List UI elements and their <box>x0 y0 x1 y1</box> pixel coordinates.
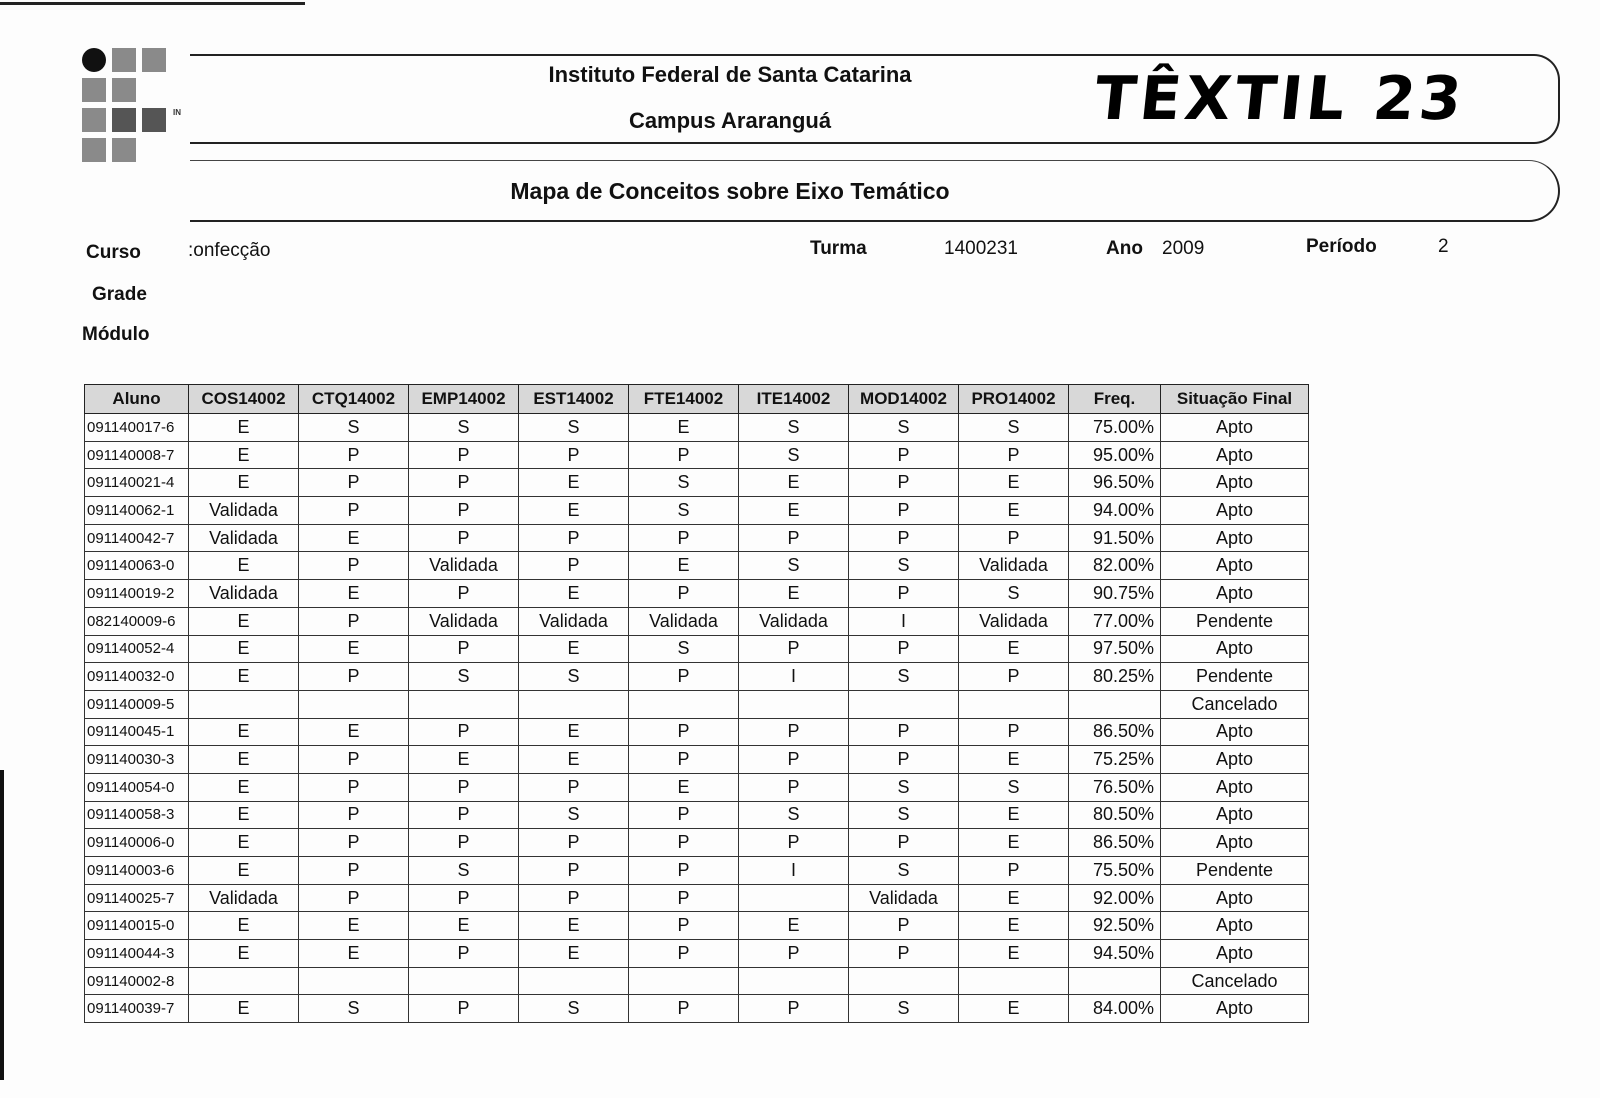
grade-cell: P <box>409 441 519 469</box>
grade-cell: P <box>959 857 1069 885</box>
grade-cell: P <box>629 884 739 912</box>
grade-cell: S <box>299 995 409 1023</box>
table-body <box>85 414 1309 1023</box>
grade-cell <box>739 884 849 912</box>
handwritten-note: TÊXTIL 23 <box>1091 64 1469 134</box>
grade-cell: P <box>739 940 849 968</box>
grade-cell: E <box>519 940 629 968</box>
situacao-cell: Apto <box>1161 441 1309 469</box>
table-row <box>85 995 1309 1023</box>
grade-cell: P <box>409 884 519 912</box>
situacao-cell: Apto <box>1161 884 1309 912</box>
grade-cell: E <box>189 414 299 442</box>
grade-cell: P <box>519 884 629 912</box>
grade-cell: S <box>739 552 849 580</box>
freq-cell: 80.50% <box>1069 801 1161 829</box>
aluno-cell: 091140025-7 <box>85 884 189 912</box>
aluno-cell: 091140002-8 <box>85 967 189 995</box>
aluno-cell: 091140009-5 <box>85 690 189 718</box>
table-row <box>85 607 1309 635</box>
freq-cell: 82.00% <box>1069 552 1161 580</box>
modulo-label: Módulo <box>82 324 150 345</box>
grade-cell: P <box>739 746 849 774</box>
grade-cell: P <box>629 857 739 885</box>
grade-cell: Validada <box>189 524 299 552</box>
grade-cell: S <box>519 414 629 442</box>
grade-cell: E <box>299 580 409 608</box>
grade-cell: P <box>299 857 409 885</box>
column-header: Aluno <box>85 385 189 414</box>
grade-cell: E <box>189 801 299 829</box>
aluno-cell: 091140063-0 <box>85 552 189 580</box>
table-row <box>85 857 1309 885</box>
grade-cell: E <box>409 746 519 774</box>
grade-cell: S <box>739 441 849 469</box>
grade-cell: E <box>629 773 739 801</box>
table-row <box>85 773 1309 801</box>
situacao-cell: Apto <box>1161 801 1309 829</box>
grade-cell: S <box>629 497 739 525</box>
grade-cell: S <box>409 857 519 885</box>
grade-cell: E <box>519 580 629 608</box>
grade-cell: S <box>629 469 739 497</box>
grade-cell: S <box>409 414 519 442</box>
grade-cell: E <box>189 912 299 940</box>
aluno-cell: 091140054-0 <box>85 773 189 801</box>
grade-cell: P <box>849 441 959 469</box>
grade-cell: Validada <box>409 607 519 635</box>
grade-cell <box>409 967 519 995</box>
grade-cell: P <box>299 801 409 829</box>
grade-cell: P <box>849 718 959 746</box>
grade-cell <box>739 690 849 718</box>
grade-cell: P <box>519 857 629 885</box>
grade-cell: E <box>519 635 629 663</box>
situacao-cell: Apto <box>1161 718 1309 746</box>
grade-cell: Validada <box>739 607 849 635</box>
grade-cell: E <box>189 995 299 1023</box>
freq-cell: 77.00% <box>1069 607 1161 635</box>
grade-cell: E <box>519 469 629 497</box>
grade-cell: E <box>299 912 409 940</box>
grade-cell: P <box>519 552 629 580</box>
grade-cell: E <box>519 718 629 746</box>
ano-label: Ano <box>1106 238 1143 259</box>
grade-cell: E <box>959 995 1069 1023</box>
grade-cell: S <box>409 663 519 691</box>
grade-cell: E <box>299 718 409 746</box>
grade-cell: P <box>299 829 409 857</box>
grade-cell <box>849 690 959 718</box>
grade-cell: E <box>189 635 299 663</box>
grade-cell: Validada <box>519 607 629 635</box>
grade-cell: S <box>519 995 629 1023</box>
grade-cell: E <box>959 746 1069 774</box>
grade-cell: E <box>189 940 299 968</box>
grade-cell <box>959 690 1069 718</box>
grade-cell: P <box>959 663 1069 691</box>
grade-cell <box>299 967 409 995</box>
situacao-cell: Apto <box>1161 829 1309 857</box>
grade-cell: P <box>409 580 519 608</box>
aluno-cell: 091140003-6 <box>85 857 189 885</box>
grade-cell: P <box>739 995 849 1023</box>
grade-cell: P <box>629 524 739 552</box>
aluno-cell: 091140032-0 <box>85 663 189 691</box>
table-row <box>85 552 1309 580</box>
grade-cell: P <box>849 635 959 663</box>
grade-cell <box>849 967 959 995</box>
grade-cell: E <box>189 663 299 691</box>
grade-cell: E <box>409 912 519 940</box>
situacao-cell: Apto <box>1161 773 1309 801</box>
grade-cell: P <box>299 497 409 525</box>
grade-cell: P <box>959 441 1069 469</box>
grade-cell: E <box>739 580 849 608</box>
table-row <box>85 912 1309 940</box>
curso-value: :onfecção <box>188 240 271 261</box>
grade-cell: P <box>849 829 959 857</box>
grade-cell: Validada <box>959 607 1069 635</box>
grade-cell: P <box>519 829 629 857</box>
situacao-cell: Pendente <box>1161 857 1309 885</box>
freq-cell: 94.50% <box>1069 940 1161 968</box>
grade-cell: P <box>519 524 629 552</box>
aluno-cell: 091140052-4 <box>85 635 189 663</box>
situacao-cell: Apto <box>1161 552 1309 580</box>
ano-value: 2009 <box>1162 238 1205 259</box>
grade-cell: P <box>299 773 409 801</box>
grade-cell: E <box>299 524 409 552</box>
grade-cell: P <box>629 940 739 968</box>
grade-cell: S <box>739 414 849 442</box>
aluno-cell: 091140008-7 <box>85 441 189 469</box>
grade-cell: E <box>629 414 739 442</box>
freq-cell: 91.50% <box>1069 524 1161 552</box>
column-header: ITE14002 <box>739 385 849 414</box>
aluno-cell: 091140039-7 <box>85 995 189 1023</box>
aluno-cell: 091140017-6 <box>85 414 189 442</box>
grade-cell: P <box>739 635 849 663</box>
grade-cell: P <box>299 746 409 774</box>
grade-cell: P <box>629 912 739 940</box>
aluno-cell: 091140030-3 <box>85 746 189 774</box>
table-row <box>85 884 1309 912</box>
grade-cell: P <box>629 801 739 829</box>
grade-cell: P <box>409 469 519 497</box>
grade-cell: S <box>629 635 739 663</box>
grade-cell <box>409 690 519 718</box>
column-header: EST14002 <box>519 385 629 414</box>
table-row <box>85 497 1309 525</box>
institution-name: Instituto Federal de Santa Catarina <box>548 62 912 87</box>
grade-cell: E <box>189 552 299 580</box>
table-row <box>85 746 1309 774</box>
grade-cell: Validada <box>189 580 299 608</box>
table-row <box>85 414 1309 442</box>
column-header: PRO14002 <box>959 385 1069 414</box>
freq-cell: 96.50% <box>1069 469 1161 497</box>
grade-cell: E <box>189 829 299 857</box>
table-row <box>85 524 1309 552</box>
freq-cell: 86.50% <box>1069 829 1161 857</box>
grade-cell: S <box>849 773 959 801</box>
table-row <box>85 441 1309 469</box>
table-row <box>85 940 1309 968</box>
situacao-cell: Apto <box>1161 414 1309 442</box>
institution-logo <box>80 46 181 170</box>
grade-cell: P <box>299 469 409 497</box>
scan-edge-mark <box>0 770 4 1080</box>
situacao-cell: Apto <box>1161 469 1309 497</box>
grade-cell: S <box>739 801 849 829</box>
aluno-cell: 082140009-6 <box>85 607 189 635</box>
grade-cell: E <box>189 857 299 885</box>
table-row <box>85 663 1309 691</box>
grade-cell: E <box>959 884 1069 912</box>
grade-cell: S <box>849 857 959 885</box>
situacao-cell: Pendente <box>1161 663 1309 691</box>
table-row <box>85 690 1309 718</box>
grade-cell: P <box>409 829 519 857</box>
logo-dot <box>82 48 106 72</box>
freq-cell: 75.50% <box>1069 857 1161 885</box>
grade-cell: P <box>409 635 519 663</box>
grade-cell: P <box>739 524 849 552</box>
freq-cell: 90.75% <box>1069 580 1161 608</box>
grade-cell: E <box>189 469 299 497</box>
grade-cell: P <box>849 524 959 552</box>
grade-cell: P <box>629 995 739 1023</box>
column-header: Situação Final <box>1161 385 1309 414</box>
freq-cell: 75.00% <box>1069 414 1161 442</box>
aluno-cell: 091140006-0 <box>85 829 189 857</box>
freq-cell <box>1069 967 1161 995</box>
situacao-cell: Cancelado <box>1161 967 1309 995</box>
grade-cell: S <box>519 801 629 829</box>
grade-cell: E <box>959 497 1069 525</box>
grade-cell <box>189 967 299 995</box>
column-header: EMP14002 <box>409 385 519 414</box>
aluno-cell: 091140044-3 <box>85 940 189 968</box>
column-header: Freq. <box>1069 385 1161 414</box>
grade-cell: I <box>849 607 959 635</box>
grade-cell: P <box>849 940 959 968</box>
page-title: Mapa de Conceitos sobre Eixo Temático <box>510 178 950 204</box>
grade-cell: P <box>959 718 1069 746</box>
grade-cell: S <box>299 414 409 442</box>
grade-cell: E <box>519 912 629 940</box>
table-row <box>85 718 1309 746</box>
grade-cell: E <box>739 497 849 525</box>
grade-cell <box>629 690 739 718</box>
situacao-cell: Cancelado <box>1161 690 1309 718</box>
grade-cell: P <box>739 718 849 746</box>
grade-cell: P <box>519 441 629 469</box>
grade-label: Grade <box>92 284 147 305</box>
grade-cell: E <box>959 912 1069 940</box>
grade-cell: E <box>739 912 849 940</box>
situacao-cell: Apto <box>1161 580 1309 608</box>
situacao-cell: Apto <box>1161 497 1309 525</box>
column-header: MOD14002 <box>849 385 959 414</box>
grade-cell: E <box>959 801 1069 829</box>
grade-cell: I <box>739 663 849 691</box>
table-row <box>85 635 1309 663</box>
grade-cell: S <box>959 414 1069 442</box>
grade-cell: P <box>629 663 739 691</box>
table-row <box>85 580 1309 608</box>
grade-cell: P <box>849 746 959 774</box>
grade-cell: P <box>849 580 959 608</box>
situacao-cell: Apto <box>1161 940 1309 968</box>
campus-name: Campus Araranguá <box>628 108 832 133</box>
column-header: FTE14002 <box>629 385 739 414</box>
freq-cell: 92.50% <box>1069 912 1161 940</box>
grade-cell: E <box>519 497 629 525</box>
grade-cell: Validada <box>959 552 1069 580</box>
grade-cell: S <box>849 801 959 829</box>
grade-cell: Validada <box>409 552 519 580</box>
grade-cell: E <box>299 940 409 968</box>
periodo-value: 2 <box>1438 236 1449 257</box>
logo-text: IN <box>173 108 181 117</box>
grade-cell: E <box>189 773 299 801</box>
grade-cell: P <box>629 746 739 774</box>
grade-cell: P <box>409 524 519 552</box>
grade-cell: P <box>409 801 519 829</box>
grade-cell: P <box>299 552 409 580</box>
grade-cell: E <box>189 718 299 746</box>
grade-cell: P <box>299 663 409 691</box>
grade-cell: P <box>849 912 959 940</box>
grade-cell: P <box>959 524 1069 552</box>
situacao-cell: Apto <box>1161 995 1309 1023</box>
grade-cell <box>519 690 629 718</box>
freq-cell: 97.50% <box>1069 635 1161 663</box>
grade-cell: E <box>189 746 299 774</box>
aluno-cell: 091140019-2 <box>85 580 189 608</box>
grade-cell: Validada <box>189 884 299 912</box>
freq-cell: 92.00% <box>1069 884 1161 912</box>
grade-cell <box>739 967 849 995</box>
turma-value: 1400231 <box>944 238 1018 259</box>
column-header: COS14002 <box>189 385 299 414</box>
grade-cell: S <box>849 995 959 1023</box>
situacao-cell: Apto <box>1161 524 1309 552</box>
situacao-cell: Pendente <box>1161 607 1309 635</box>
grade-cell: P <box>409 940 519 968</box>
table-row <box>85 801 1309 829</box>
aluno-cell: 091140062-1 <box>85 497 189 525</box>
grade-cell: P <box>299 441 409 469</box>
grade-cell: E <box>959 940 1069 968</box>
freq-cell: 95.00% <box>1069 441 1161 469</box>
grade-cell: E <box>959 469 1069 497</box>
freq-cell: 94.00% <box>1069 497 1161 525</box>
grade-cell <box>629 967 739 995</box>
grade-cell: E <box>189 607 299 635</box>
grade-cell: E <box>299 635 409 663</box>
grade-cell: Validada <box>189 497 299 525</box>
turma-label: Turma <box>810 238 867 259</box>
grade-cell: P <box>409 995 519 1023</box>
curso-label: Curso <box>86 242 141 263</box>
grade-cell: Validada <box>629 607 739 635</box>
grade-cell: P <box>629 718 739 746</box>
scan-top-line <box>0 2 305 5</box>
grade-cell: E <box>959 635 1069 663</box>
situacao-cell: Apto <box>1161 635 1309 663</box>
grade-cell: S <box>849 414 959 442</box>
grade-cell: S <box>849 663 959 691</box>
grade-cell: P <box>629 829 739 857</box>
periodo-label: Período <box>1306 236 1377 257</box>
grade-cell: P <box>299 607 409 635</box>
grade-cell: E <box>629 552 739 580</box>
aluno-cell: 091140042-7 <box>85 524 189 552</box>
grade-cell: P <box>299 884 409 912</box>
freq-cell: 76.50% <box>1069 773 1161 801</box>
grade-cell: I <box>739 857 849 885</box>
grade-cell: P <box>629 580 739 608</box>
freq-cell: 86.50% <box>1069 718 1161 746</box>
freq-cell: 84.00% <box>1069 995 1161 1023</box>
aluno-cell: 091140045-1 <box>85 718 189 746</box>
grade-cell: S <box>959 580 1069 608</box>
grade-cell: P <box>629 441 739 469</box>
grade-cell: P <box>409 773 519 801</box>
freq-cell <box>1069 690 1161 718</box>
aluno-cell: 091140058-3 <box>85 801 189 829</box>
grade-cell: P <box>409 718 519 746</box>
situacao-cell: Apto <box>1161 746 1309 774</box>
column-header: CTQ14002 <box>299 385 409 414</box>
grade-cell: E <box>189 441 299 469</box>
situacao-cell: Apto <box>1161 912 1309 940</box>
grade-cell: S <box>849 552 959 580</box>
aluno-cell: 091140021-4 <box>85 469 189 497</box>
grade-cell <box>189 690 299 718</box>
freq-cell: 75.25% <box>1069 746 1161 774</box>
grade-cell: E <box>739 469 849 497</box>
grade-cell: P <box>739 829 849 857</box>
table-row <box>85 967 1309 995</box>
table-row <box>85 829 1309 857</box>
grade-cell: P <box>849 469 959 497</box>
table-header-row <box>85 385 1309 414</box>
grade-cell <box>519 967 629 995</box>
grade-cell: E <box>959 829 1069 857</box>
grades-table <box>84 384 1309 1023</box>
grade-cell <box>959 967 1069 995</box>
aluno-cell: 091140015-0 <box>85 912 189 940</box>
grade-cell: P <box>739 773 849 801</box>
freq-cell: 80.25% <box>1069 663 1161 691</box>
grade-cell <box>299 690 409 718</box>
grade-cell: E <box>519 746 629 774</box>
grade-cell: S <box>519 663 629 691</box>
grade-cell: P <box>409 497 519 525</box>
grade-cell: S <box>959 773 1069 801</box>
grade-cell: P <box>849 497 959 525</box>
table-row <box>85 469 1309 497</box>
grade-cell: P <box>519 773 629 801</box>
grade-cell: Validada <box>849 884 959 912</box>
